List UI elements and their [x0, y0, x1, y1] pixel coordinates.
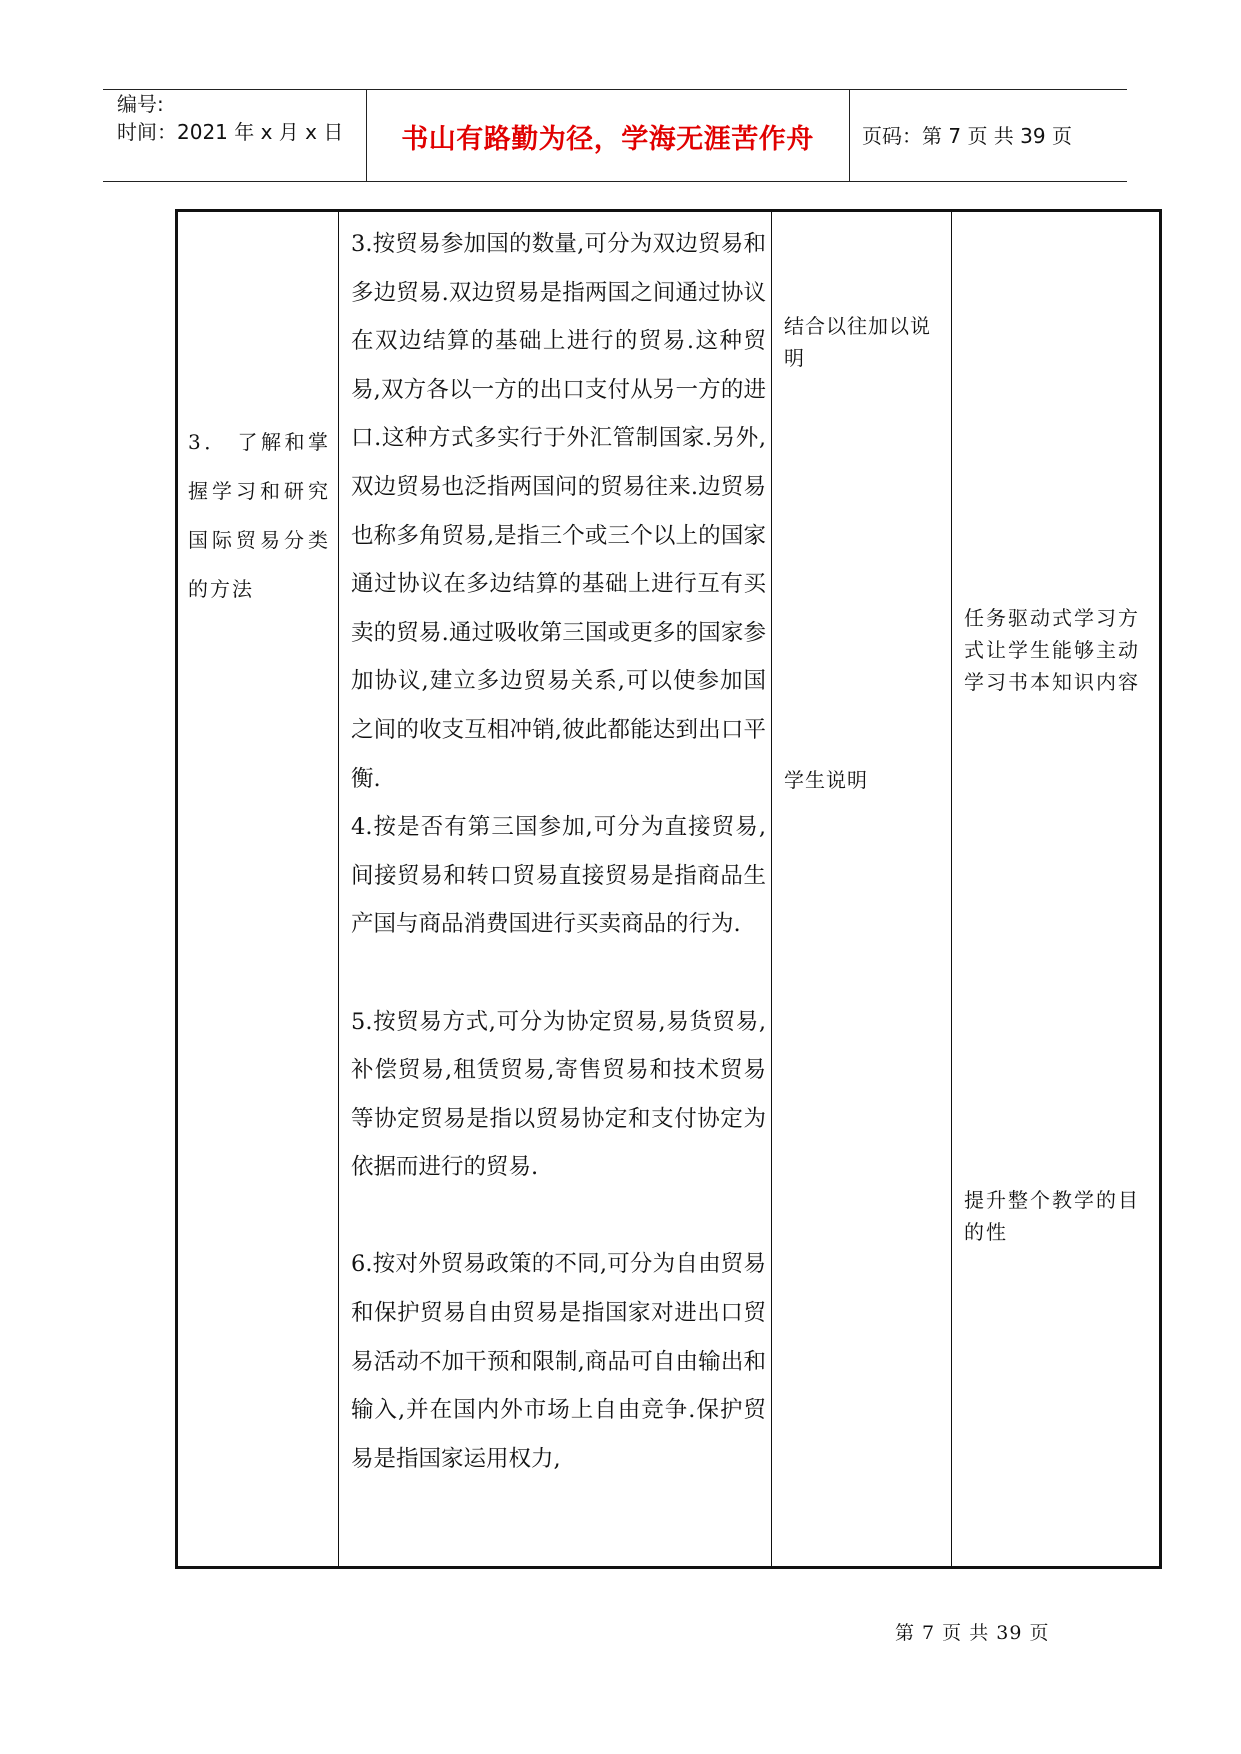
document-number-label: 编号: [117, 92, 164, 116]
intent-column [951, 212, 1159, 1566]
header-motto: 书山有路勤为径，学海无涯苦作舟 [401, 123, 814, 155]
content-paragraph-1: 3.按贸易参加国的数量,可分为双边贸易和多边贸易.双边贸易是指两国之间通过协议在双边结算的基础上进行的贸易.这种贸易,双方各以一方的出口支付从另一方的进口.这种方式多实行于外汇管制国家.另外,双边贸易也泛指两国问的贸易往来.边贸易也称多角贸易,是指三个或三个以上的国家通过协议在多边结算的基础上进行互有买卖的贸易.通过吸收第三国或更多的国家参加协议,建立多边贸易关系,可以使参加国之间的收支互相冲销,彼此都能达到出口平衡. [351, 231, 766, 792]
content-paragraph-3: 5.按贸易方式,可分为协定贸易,易货贸易,补偿贸易,租赁贸易,寄售贸易和技术贸易等协定贸易是指以贸易协定和支付协定为依据而进行的贸易. [351, 1008, 766, 1181]
activity-note-2: 学生说明 [784, 768, 868, 792]
lesson-plan-table [175, 209, 1162, 1569]
objective-text: 3． 了解和掌握学习和研究国际贸易分类的方法 [188, 430, 330, 601]
header-page-info: 页码：第 7 页 共 39 页 [862, 124, 1072, 148]
activity-column [771, 212, 951, 1566]
intent-note-2: 提升整个教学的目的性 [964, 1188, 1140, 1244]
document-date: 时间：2021 年 x 月 x 日 [117, 120, 344, 144]
page-footer: 第 7 页 共 39 页 [895, 1622, 1050, 1644]
content-column [338, 212, 771, 1566]
header-divider-right [849, 89, 850, 181]
intent-note-1: 任务驱动式学习方式让学生能够主动学习书本知识内容 [964, 606, 1140, 694]
activity-note-1: 结合以往加以说明 [784, 314, 931, 370]
content-text [351, 220, 766, 1483]
paragraph-gap [351, 1192, 766, 1241]
paragraph-gap [351, 949, 766, 998]
content-paragraph-2: 4.按是否有第三国参加,可分为直接贸易,间接贸易和转口贸易直接贸易是指商品生产国与商品消费国进行买卖商品的行为. [351, 814, 766, 938]
content-paragraph-4: 6.按对外贸易政策的不同,可分为自由贸易和保护贸易自由贸易是指国家对进出口贸易活动不加干预和限制,商品可自由输出和输入,并在国内外市场上自由竞争.保护贸易是指国家运用权力, [351, 1251, 766, 1472]
objective-column [178, 212, 338, 1566]
header-meta [117, 90, 343, 146]
